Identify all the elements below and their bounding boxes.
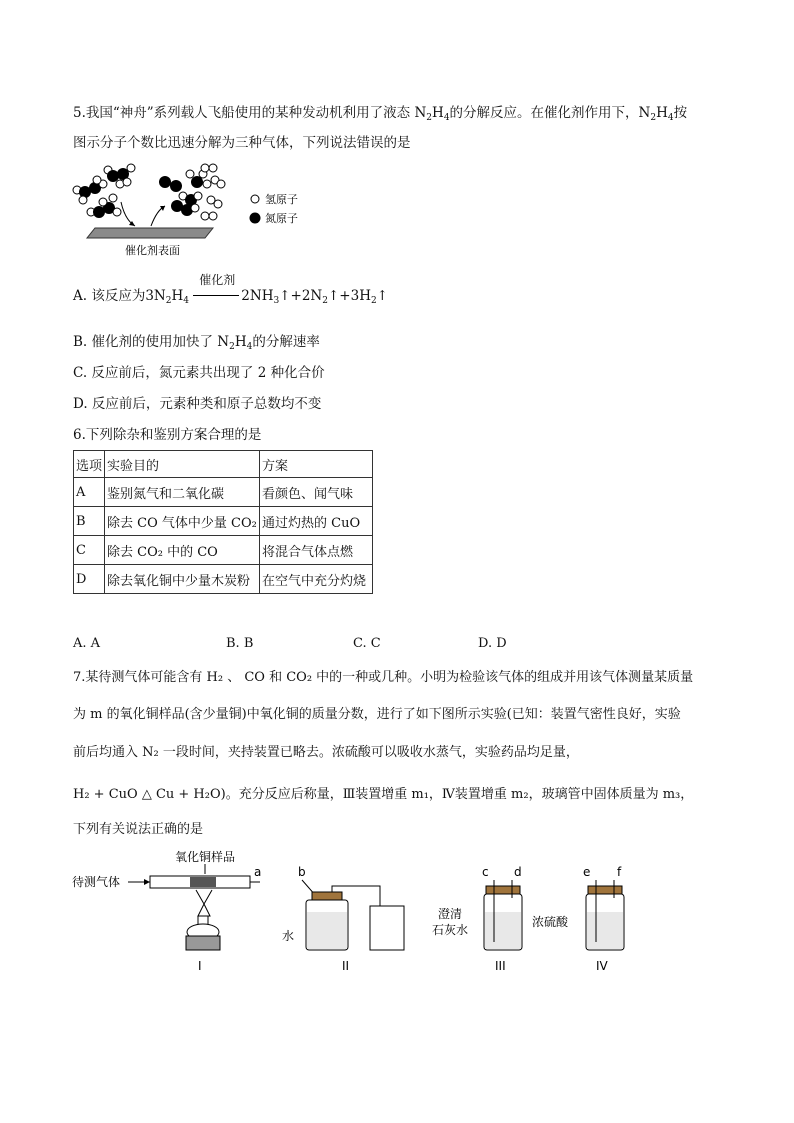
table-row [74, 536, 373, 565]
lime-label-2: 石灰水 [432, 923, 469, 937]
q7-stem-line5: 下列有关说法正确的是 [73, 822, 204, 837]
port-a: a [254, 865, 262, 879]
table-cell: 将混合气体点燃 [260, 536, 373, 565]
legend-n-label: 氮原子 [265, 212, 298, 225]
reaction-equation: H₂ + CuO △ Cu + H₂O [73, 787, 221, 802]
legend-h-symbol [251, 195, 259, 203]
legend-h-label: 氢原子 [265, 193, 298, 206]
table-header: 方案 [260, 451, 373, 478]
table-header: 实验目的 [105, 451, 260, 478]
table-cell: A [74, 478, 105, 507]
table-cell: 除去 CO₂ 中的 CO [105, 536, 260, 565]
apparatus-figure [70, 846, 630, 976]
q5-option-a[interactable]: A. 该反应为$3N_2H_4$ 催化剂 $2NH_3↑+2N_2↑+3H_2↑$ [73, 286, 388, 306]
beaker [370, 906, 404, 950]
sample-solid [190, 877, 216, 887]
table-cell: 鉴别氮气和二氧化碳 [105, 478, 260, 507]
label-IV: IV [596, 959, 608, 973]
table-cell: 除去 CO 气体中少量 CO₂ [105, 507, 260, 536]
sample-label: 氧化铜样品 [175, 850, 236, 864]
label-III: III [495, 959, 506, 973]
q6-choice-a[interactable]: A. A [73, 636, 101, 651]
water-label: 水 [282, 929, 295, 943]
table-row [74, 565, 373, 594]
table-cell: 除去氧化铜中少量木炭粉 [105, 565, 260, 594]
q6-choice-b[interactable]: B. B [226, 636, 254, 651]
q6-choice-d[interactable]: D. D [478, 636, 507, 651]
q5-option-b[interactable]: B. 催化剂的使用加快了 $N_2H_4$的分解速率 [73, 334, 320, 352]
port-f: f [617, 865, 622, 879]
catalyst-surface-label: 催化剂表面 [125, 244, 180, 257]
port-e: e [583, 865, 591, 879]
label-I: I [198, 959, 202, 973]
gas-label: 待测气体 [72, 875, 121, 889]
q5-stem-line2: 图示分子个数比迅速分解为三种气体，下列说法错误的是 [73, 135, 411, 151]
q7-stem-line3: 前后均通入 N₂ 一段时间，夹持装置已略去。浓硫酸可以吸收水蒸气，实验药品均足量， [73, 745, 579, 760]
acid-label: 浓硫酸 [532, 915, 569, 929]
port-c: c [482, 865, 489, 879]
flame [196, 890, 212, 916]
table-cell: B [74, 507, 105, 536]
table-cell: C [74, 536, 105, 565]
table-row [74, 478, 373, 507]
table-cell: 通过灼热的 CuO [260, 507, 373, 536]
legend-n-symbol [250, 213, 261, 224]
label-II: II [342, 959, 350, 973]
catalyst-label: 催化剂 [199, 273, 236, 287]
q7-stem-line2: 为 m 的氧化铜样品(含少量铜)中氧化铜的质量分数，进行了如下图所示实验(已知：装置气密性良好，实验 [73, 707, 681, 722]
q6-choice-c[interactable]: C. C [353, 636, 381, 651]
port-b: b [298, 865, 306, 879]
product-molecules [159, 164, 225, 220]
q5-option-c[interactable]: C. 反应前后，氮元素共出现了 2 种化合价 [73, 365, 325, 381]
q6-stem: 6.下列除杂和鉴别方案合理的是 [73, 427, 262, 443]
table-cell: D [74, 565, 105, 594]
q7-stem-line1: 7.某待测气体可能含有 H₂ 、 CO 和 CO₂ 中的一种或几种。小明为检验该气体的组成并用该气体测量某质量 [73, 670, 694, 685]
arrow-in [121, 202, 135, 226]
q6-table [73, 450, 373, 594]
catalyst-surface [87, 228, 213, 238]
catalyst-diagram [65, 160, 325, 260]
q5-stem-line1: 5.我国“神舟”系列载人飞船使用的某种发动机利用了液态 $N_2H_4$的分解反应。在催化剂作用下，$N_2H_4$按 [73, 105, 688, 123]
port-d: d [514, 865, 522, 879]
table-header: 选项 [74, 451, 105, 478]
stand [186, 936, 220, 950]
lime-label-1: 澄清 [438, 907, 463, 921]
table-header-row [74, 451, 373, 478]
table-cell: 看颜色、闻气味 [260, 478, 373, 507]
q5-option-d[interactable]: D. 反应前后，元素种类和原子总数均不变 [73, 396, 322, 412]
q7-stem-line4: H₂ + CuO △ Cu + H₂O)。充分反应后称量，Ⅲ装置增重 m₁，Ⅳ装置增重 m₂，玻璃管中固体质量为 m₃， [73, 787, 694, 802]
reactant-molecules [73, 164, 135, 218]
table-row [74, 507, 373, 536]
table-cell: 在空气中充分灼烧 [260, 565, 373, 594]
